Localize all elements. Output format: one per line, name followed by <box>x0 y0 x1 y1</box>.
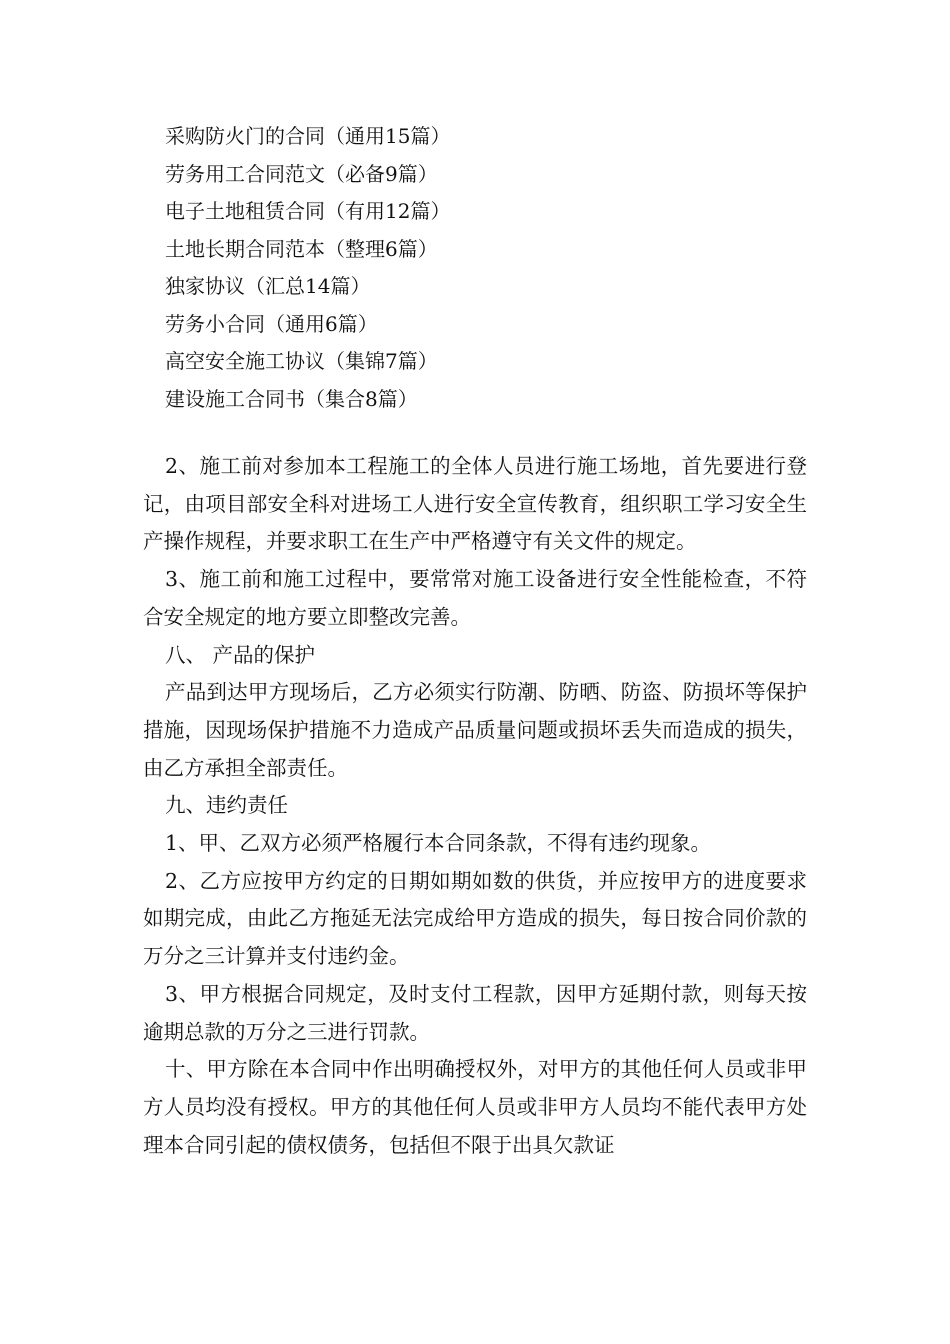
related-link-5[interactable]: 独家协议（汇总14篇） <box>165 274 371 298</box>
related-link-8[interactable]: 建设施工合同书（集合8篇） <box>165 386 418 411</box>
paragraph-safety-training: 2、施工前对参加本工程施工的全体人员进行施工场地，首先要进行登记，由项目部安全科对进场工人进行安全宣传教育，组织职工学习安全生产操作规程，并要求职工在生产中严格遵守有关文件的规定。 <box>143 454 807 554</box>
paragraph-breach-2: 2、乙方应按甲方约定的日期如期如数的供货，并应按甲方的进度要求如期完成，由此乙方拖延无法完成给甲方造成的损失，每日按合同价款的万分之三计算并支付违约金。 <box>143 868 807 969</box>
related-link-4[interactable]: 土地长期合同范本（整理6篇） <box>165 236 438 261</box>
paragraph-authorization: 十、甲方除在本合同中作出明确授权外，对甲方的其他任何人员或非甲方人员均没有授权。甲方的其他任何人员或非甲方人员均不能代表甲方处理本合同引起的债权债务，包括但不限于出具欠款证 <box>143 1057 807 1157</box>
paragraph-breach-3: 3、甲方根据合同规定，及时支付工程款，因甲方延期付款，则每天按逾期总款的万分之三进行罚款。 <box>143 981 807 1044</box>
related-link-6[interactable]: 劳务小合同（通用6篇） <box>165 311 378 336</box>
related-link-3[interactable]: 电子土地租赁合同（有用12篇） <box>165 199 451 223</box>
paragraph-breach-1: 1、甲、乙双方必须严格履行本合同条款，不得有违约现象。 <box>165 831 712 856</box>
related-link-1[interactable]: 采购防火门的合同（通用15篇） <box>165 124 451 148</box>
section-heading-product-protection: 八、 产品的保护 <box>165 642 316 667</box>
paragraph-product-protection: 产品到达甲方现场后，乙方必须实行防潮、防晒、防盗、防损坏等保护措施，因现场保护措施不力造成产品质量问题或损坏丢失而造成的损失，由乙方承担全部责任。 <box>143 680 807 780</box>
related-contracts-list <box>165 118 865 418</box>
related-link-2[interactable]: 劳务用工合同范文（必备9篇） <box>165 161 438 186</box>
section-heading-breach-liability: 九、违约责任 <box>165 793 288 818</box>
paragraph-equipment-check: 3、施工前和施工过程中，要常常对施工设备进行安全性能检查，不符合安全规定的地方要立即整改完善。 <box>143 567 807 629</box>
contract-body <box>143 448 807 1164</box>
related-link-7[interactable]: 高空安全施工协议（集锦7篇） <box>165 349 438 373</box>
